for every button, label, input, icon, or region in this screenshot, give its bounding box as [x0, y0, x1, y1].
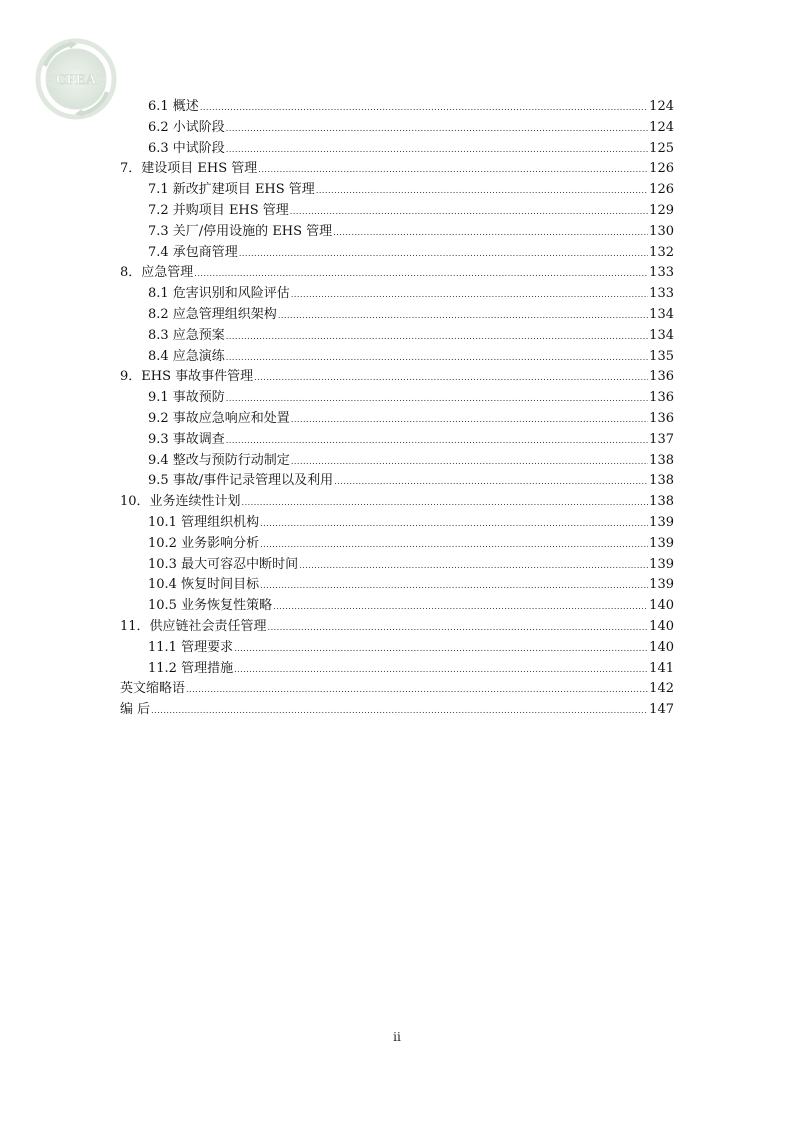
toc-entry-label: 9.2 事故应急响应和处置	[148, 410, 290, 426]
toc-entry-page: 136	[649, 369, 674, 385]
toc-entry[interactable]	[120, 659, 674, 680]
toc-entry-page: 133	[649, 286, 674, 302]
toc-entry-page: 147	[649, 702, 674, 718]
toc-entry-page: 138	[649, 452, 674, 468]
toc-dot-leader	[226, 347, 648, 369]
toc-entry-page: 130	[649, 223, 674, 239]
toc-entry-page: 140	[649, 639, 674, 655]
toc-entry-label: 10.1 管理组织机构	[148, 514, 260, 530]
toc-entry-label: 6.3 中试阶段	[148, 140, 225, 156]
toc-entry-label: 10.3 最大可容忍中断时间	[148, 556, 299, 572]
toc-entry-label: 9.5 事故/事件记录管理以及利用	[148, 473, 334, 489]
toc-entry-page: 136	[649, 390, 674, 406]
toc-dot-leader	[291, 284, 648, 306]
toc-entry[interactable]	[120, 326, 674, 347]
logo-text: CPEA	[55, 72, 97, 88]
toc-entry[interactable]	[120, 700, 674, 721]
toc-entry[interactable]	[120, 575, 674, 596]
toc-entry-label: 11.1 管理要求	[148, 639, 234, 655]
toc-dot-leader	[151, 700, 648, 722]
toc-entry[interactable]	[120, 243, 674, 264]
toc-dot-leader	[234, 659, 648, 681]
toc-dot-leader	[194, 263, 648, 285]
toc-dot-leader	[290, 201, 648, 223]
toc-dot-leader	[254, 367, 648, 389]
toc-entry[interactable]	[120, 284, 674, 305]
toc-entry-page: 134	[649, 306, 674, 322]
toc-dot-leader	[200, 97, 648, 119]
toc-entry-label: 11.2 管理措施	[148, 660, 234, 676]
toc-entry[interactable]	[120, 596, 674, 617]
cpea-logo	[33, 36, 119, 122]
toc-entry-label: 编 后	[120, 702, 151, 718]
toc-entry[interactable]	[120, 534, 674, 555]
toc-entry[interactable]	[120, 222, 674, 243]
toc-dot-leader	[226, 139, 648, 161]
toc-entry-page: 142	[649, 681, 674, 697]
toc-entry-label: 9.3 事故调查	[148, 431, 225, 447]
toc-entry-page: 133	[649, 265, 674, 281]
toc-entry[interactable]	[120, 638, 674, 659]
toc-dot-leader	[273, 596, 648, 618]
toc-entry[interactable]	[120, 118, 674, 139]
toc-entry[interactable]	[120, 97, 674, 118]
toc-entry-label: 7.3 关厂/停用设施的 EHS 管理	[148, 223, 333, 239]
toc-entry-label: 11．供应链社会责任管理	[120, 618, 267, 634]
toc-entry-page: 126	[649, 182, 674, 198]
toc-entry[interactable]	[120, 388, 674, 409]
toc-entry-page: 126	[649, 161, 674, 177]
toc-dot-leader	[334, 471, 648, 493]
toc-entry-label: 9．EHS 事故事件管理	[120, 369, 254, 385]
toc-entry-label: 7．建设项目 EHS 管理	[120, 161, 258, 177]
toc-dot-leader	[260, 513, 648, 535]
toc-entry-label: 8.3 应急预案	[148, 327, 225, 343]
toc-entry-page: 124	[649, 99, 674, 114]
toc-dot-leader	[299, 555, 648, 577]
toc-entry-label: 10.2 业务影响分析	[148, 535, 260, 551]
toc-dot-leader	[234, 638, 648, 660]
toc-dot-leader	[333, 222, 648, 244]
toc-entry-page: 138	[649, 494, 674, 510]
toc-entry-label: 7.2 并购项目 EHS 管理	[148, 202, 289, 218]
toc-entry-label: 6.1 概述	[148, 99, 199, 114]
toc-entry-page: 135	[649, 348, 674, 364]
toc-entry[interactable]	[120, 471, 674, 492]
toc-dot-leader	[242, 492, 649, 514]
toc-entry-page: 134	[649, 327, 674, 343]
page-number: ii	[393, 1030, 401, 1044]
toc-entry-page: 125	[649, 140, 674, 156]
toc-dot-leader	[186, 679, 648, 701]
toc-entry-label: 8.1 危害识别和风险评估	[148, 286, 290, 302]
toc-entry-page: 139	[649, 535, 674, 551]
toc-entry-page: 137	[649, 431, 674, 447]
toc-dot-leader	[226, 430, 648, 452]
toc-entry-page: 136	[649, 410, 674, 426]
toc-dot-leader	[239, 243, 648, 265]
toc-entry[interactable]	[120, 617, 674, 638]
toc-entry-page: 140	[649, 598, 674, 614]
toc-dot-leader	[260, 575, 648, 597]
toc-entry-page: 138	[649, 473, 674, 489]
toc-entry-label: 10．业务连续性计划	[120, 494, 241, 510]
toc-entry-page: 132	[649, 244, 674, 260]
toc-entry-label: 9.1 事故预防	[148, 390, 225, 406]
toc-dot-leader	[226, 118, 648, 140]
toc-entry[interactable]	[120, 139, 674, 160]
toc-entry[interactable]	[120, 409, 674, 430]
toc-entry[interactable]	[120, 201, 674, 222]
toc-entry-label: 7.4 承包商管理	[148, 244, 238, 260]
toc-entry[interactable]	[120, 679, 674, 700]
cpea-logo-icon	[33, 36, 119, 122]
toc-entry-label: 6.2 小试阶段	[148, 119, 225, 135]
toc-dot-leader	[291, 409, 648, 431]
toc-entry[interactable]	[120, 347, 674, 368]
toc-dot-leader	[278, 305, 648, 327]
toc-entry-label: 英文缩略语	[120, 681, 186, 697]
toc-entry-page: 139	[649, 556, 674, 572]
toc-entry[interactable]	[120, 492, 674, 513]
toc-entry[interactable]	[120, 513, 674, 534]
toc-entry[interactable]	[120, 180, 674, 201]
toc-entry[interactable]	[120, 430, 674, 451]
toc-dot-leader	[226, 388, 648, 410]
toc-dot-leader	[268, 617, 649, 639]
toc-entry-label: 8.4 应急演练	[148, 348, 225, 364]
toc-entry[interactable]	[120, 305, 674, 326]
toc-entry[interactable]	[120, 367, 674, 388]
table-of-contents	[120, 97, 674, 721]
toc-dot-leader	[226, 326, 648, 348]
toc-entry-page: 129	[649, 202, 674, 218]
toc-entry-label: 9.4 整改与预防行动制定	[148, 452, 290, 468]
toc-dot-leader	[258, 159, 648, 181]
toc-entry-page: 139	[649, 577, 674, 593]
toc-entry-page: 139	[649, 514, 674, 530]
toc-entry-label: 10.4 恢复时间目标	[148, 577, 260, 593]
toc-dot-leader	[291, 451, 648, 473]
toc-entry-label: 8．应急管理	[120, 265, 194, 281]
toc-entry[interactable]	[120, 451, 674, 472]
toc-entry-page: 141	[649, 660, 674, 676]
toc-entry-label: 8.2 应急管理组织架构	[148, 306, 277, 322]
toc-entry[interactable]	[120, 159, 674, 180]
toc-entry[interactable]	[120, 555, 674, 576]
toc-entry[interactable]	[120, 263, 674, 284]
toc-dot-leader	[260, 534, 648, 556]
toc-entry-page: 140	[649, 618, 674, 634]
toc-entry-label: 10.5 业务恢复性策略	[148, 598, 273, 614]
toc-entry-label: 7.1 新改扩建项目 EHS 管理	[148, 182, 315, 198]
toc-entry-page: 124	[649, 119, 674, 135]
toc-dot-leader	[316, 180, 648, 202]
